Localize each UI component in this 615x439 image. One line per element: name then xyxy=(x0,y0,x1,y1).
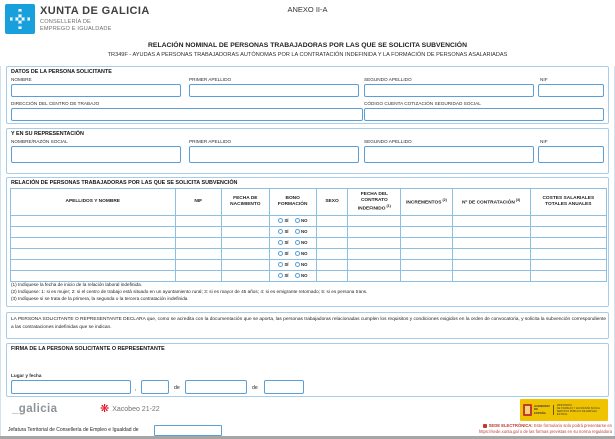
worker-cell[interactable] xyxy=(401,238,452,249)
footnote: (2) Indíquese: 1: si es mujer; 2: si el centro de trabajo está situado en un ayuntamiento rural; 3: si es mayor de 45 años; 4: si es emigrante retornado; 5: si es persona trans. xyxy=(11,288,368,294)
bono-formacion-cell xyxy=(269,227,316,238)
primer-apellido-label: PRIMER APELLIDO xyxy=(189,77,232,82)
rep-segundo-apellido-label: SEGUNDO APELLIDO xyxy=(364,139,412,144)
nombre-label: NOMBRE xyxy=(11,77,32,82)
worker-cell[interactable] xyxy=(348,227,401,238)
radio-label: SÍ xyxy=(284,218,289,223)
bono-formacion-si-radio[interactable] xyxy=(278,240,289,245)
nombre-input[interactable] xyxy=(11,84,181,97)
segundo-apellido-label: SEGUNDO APELLIDO xyxy=(364,77,412,82)
org-department-line2: EMPREGO E IGUALDADE xyxy=(40,26,112,33)
worker-cell[interactable] xyxy=(401,249,452,260)
worker-cell[interactable] xyxy=(530,227,606,238)
worker-cell[interactable] xyxy=(175,260,221,271)
rep-nif-input[interactable] xyxy=(538,146,604,163)
workers-table-body xyxy=(11,216,607,282)
sede-line2: https://sede.xunta.gal o de las formas previstas en su norma reguladora xyxy=(478,428,612,434)
bono-formacion-si-radio[interactable] xyxy=(278,229,289,234)
worker-cell[interactable] xyxy=(316,216,348,227)
worker-cell[interactable] xyxy=(348,271,401,282)
codigo-cuenta-label: CÓDIGO CUENTA COTIZACIÓN SEGURIDAD SOCIAL xyxy=(364,101,481,106)
rep-nif-label: NIF xyxy=(540,139,548,144)
ministry-line3: SERVICIO PÚBLICO DE EMPLEO ESTATAL xyxy=(556,410,598,417)
org-department xyxy=(40,19,112,34)
direccion-centro-input[interactable] xyxy=(11,108,363,121)
workers-table-header xyxy=(11,189,607,216)
worker-cell[interactable] xyxy=(401,271,452,282)
footnote: (3) Indíquese si se trata de la primera, la segunda o la tercera contratación indefinida xyxy=(11,295,188,301)
org-name: XUNTA DE GALICIA xyxy=(40,5,150,17)
radio-icon xyxy=(278,262,283,267)
worker-cell[interactable] xyxy=(401,227,452,238)
sede-icon xyxy=(483,424,487,428)
bono-formacion-cell xyxy=(269,249,316,260)
radio-label: SÍ xyxy=(284,240,289,245)
bono-formacion-cell xyxy=(269,271,316,282)
ministry-line2: DE TRABAJO Y ECONOMÍA SOCIAL xyxy=(556,406,601,410)
section-declaration xyxy=(6,312,609,339)
radio-icon xyxy=(278,273,283,278)
section-title: RELACIÓN DE PERSONAS TRABAJADORAS POR LAS QUE SE SOLICITA SUBVENCIÓN xyxy=(11,180,238,186)
bono-formacion-si-radio[interactable] xyxy=(278,262,289,267)
galicia-wordmark-text: galicia xyxy=(18,403,58,415)
month-input[interactable] xyxy=(185,380,247,394)
jefatura-input[interactable] xyxy=(154,425,222,436)
direccion-centro-label: DIRECCIÓN DEL CENTRO DE TRABAJO xyxy=(11,101,100,106)
sede-electronica-note xyxy=(452,423,612,434)
xacobeo-shell-icon: ❋ xyxy=(100,403,110,415)
page-edge-left xyxy=(0,66,1,436)
segundo-apellido-input[interactable] xyxy=(364,84,534,97)
de-word-1: de xyxy=(174,385,180,391)
footnotes xyxy=(11,282,605,302)
sede-bold-label: SEDE ELECTRÓNICA: xyxy=(488,423,533,428)
worker-cell[interactable] xyxy=(175,216,221,227)
ministry-label xyxy=(554,404,605,416)
worker-row xyxy=(11,227,607,238)
worker-cell[interactable] xyxy=(452,227,530,238)
radio-label: NO xyxy=(301,262,308,267)
comma-separator: , xyxy=(135,386,137,392)
bono-formacion-si-radio[interactable] xyxy=(278,273,289,278)
worker-cell[interactable] xyxy=(316,249,348,260)
bono-formacion-no-radio[interactable] xyxy=(295,218,308,223)
column-header: SEXO xyxy=(316,189,348,216)
section-representation xyxy=(6,128,609,174)
radio-label: NO xyxy=(301,229,308,234)
worker-cell[interactable] xyxy=(401,260,452,271)
worker-cell[interactable] xyxy=(221,238,269,249)
column-header: BONO FORMACIÓN xyxy=(269,189,316,216)
radio-label: NO xyxy=(301,218,308,223)
radio-icon xyxy=(278,251,283,256)
worker-cell[interactable] xyxy=(452,249,530,260)
radio-label: NO xyxy=(301,251,308,256)
worker-cell[interactable] xyxy=(11,216,176,227)
spain-coat-of-arms-icon xyxy=(523,404,532,416)
bono-formacion-cell xyxy=(269,238,316,249)
rep-primer-apellido-label: PRIMER APELLIDO xyxy=(189,139,232,144)
spain-gov-line1: GOBIERNO xyxy=(534,404,550,408)
ministry-line1: MINISTERIO xyxy=(556,403,572,407)
sede-line1-rest: Este formulario solo podrá presentarse en xyxy=(534,423,612,428)
worker-cell[interactable] xyxy=(530,260,606,271)
worker-cell[interactable] xyxy=(348,260,401,271)
primer-apellido-input[interactable] xyxy=(189,84,359,97)
spain-gov-line2: DE ESPAÑA xyxy=(534,407,546,415)
worker-cell[interactable] xyxy=(316,227,348,238)
worker-cell[interactable] xyxy=(348,238,401,249)
bono-formacion-si-radio[interactable] xyxy=(278,218,289,223)
worker-cell[interactable] xyxy=(530,238,606,249)
bono-formacion-cell xyxy=(269,216,316,227)
day-input[interactable] xyxy=(141,380,169,394)
jefatura-label: Jefatura Territorial de Consellería de Empleo e Igualdad de xyxy=(8,427,139,433)
bono-formacion-no-radio[interactable] xyxy=(295,240,308,245)
worker-cell[interactable] xyxy=(348,216,401,227)
workers-table xyxy=(10,188,607,282)
section-title: Y EN SU REPRESENTACIÓN xyxy=(11,131,84,137)
radio-label: SÍ xyxy=(284,262,289,267)
galicia-wordmark: _galicia xyxy=(12,403,58,415)
worker-cell[interactable] xyxy=(221,216,269,227)
radio-label: NO xyxy=(301,240,308,245)
column-header: APELLIDOS Y NOMBRE xyxy=(11,189,176,216)
worker-cell[interactable] xyxy=(530,271,606,282)
xacobeo-label: Xacobeo 21-22 xyxy=(112,406,160,413)
worker-row xyxy=(11,238,607,249)
de-word-2: de xyxy=(252,385,258,391)
rep-primer-apellido-input[interactable] xyxy=(189,146,359,163)
bono-formacion-no-radio[interactable] xyxy=(295,251,308,256)
worker-cell[interactable] xyxy=(221,260,269,271)
worker-cell[interactable] xyxy=(11,260,176,271)
worker-cell[interactable] xyxy=(175,249,221,260)
worker-cell[interactable] xyxy=(11,238,176,249)
worker-cell[interactable] xyxy=(11,271,176,282)
column-header: NIF xyxy=(175,189,221,216)
worker-row xyxy=(11,249,607,260)
org-department-line1: CONSELLERÍA DE xyxy=(40,19,91,25)
radio-icon xyxy=(295,229,300,234)
bono-formacion-si-radio[interactable] xyxy=(278,251,289,256)
worker-cell[interactable] xyxy=(175,238,221,249)
worker-cell[interactable] xyxy=(530,216,606,227)
declaration-text: LA PERSONA SOLICITANTE O REPRESENTANTE DECLARA que, como se acredita con la documentación que se aporta, las personas trabajadoras relacionadas cumplen los requisitos y condiciones exigidos en la orden de convocatoria, y solicita la subvención correspondiente a las contrataciones indefinidas que se indican. xyxy=(11,317,606,330)
column-header: INCREMENTOS $^{(2)}$ xyxy=(401,189,452,216)
section-workers-relation xyxy=(6,177,609,307)
worker-row xyxy=(11,260,607,271)
section-title: FIRMA DE LA PERSONA SOLICITANTE O REPRESENTANTE xyxy=(11,346,165,352)
radio-icon xyxy=(278,229,283,234)
worker-cell[interactable] xyxy=(11,227,176,238)
radio-label: SÍ xyxy=(284,273,289,278)
bono-formacion-no-radio[interactable] xyxy=(295,262,308,267)
radio-label: SÍ xyxy=(284,251,289,256)
column-header: Nº DE CONTRATACIÓN $^{(3)}$ xyxy=(452,189,530,216)
worker-row xyxy=(11,271,607,282)
worker-cell[interactable] xyxy=(221,249,269,260)
section-signature xyxy=(6,343,609,397)
bono-formacion-cell xyxy=(269,260,316,271)
worker-cell[interactable] xyxy=(530,249,606,260)
radio-icon xyxy=(295,251,300,256)
section-title: DATOS DE LA PERSONA SOLICITANTE xyxy=(11,69,112,75)
razon-social-label: NOMBRE/RAZÓN SOCIAL xyxy=(11,139,68,144)
razon-social-input[interactable] xyxy=(11,146,181,163)
place-date-label: Lugar y fecha xyxy=(11,373,42,378)
column-header: FECHA DE NACIMIENTO xyxy=(221,189,269,216)
worker-cell[interactable] xyxy=(11,249,176,260)
worker-cell[interactable] xyxy=(452,216,530,227)
worker-cell[interactable] xyxy=(316,260,348,271)
spain-gov-label xyxy=(534,405,554,415)
worker-cell[interactable] xyxy=(452,271,530,282)
worker-cell[interactable] xyxy=(316,271,348,282)
worker-cell[interactable] xyxy=(452,238,530,249)
worker-cell[interactable] xyxy=(175,271,221,282)
place-input[interactable] xyxy=(11,380,131,394)
footnote: (1) Indíquese la fecha de inicio de la relación laboral indefinida. xyxy=(11,282,143,287)
worker-cell[interactable] xyxy=(221,271,269,282)
radio-icon xyxy=(295,218,300,223)
worker-cell[interactable] xyxy=(348,249,401,260)
worker-cell[interactable] xyxy=(401,216,452,227)
column-header: FECHA DEL CONTRATO INDEFINIDO $^{(1)}$ xyxy=(348,189,401,216)
worker-cell[interactable] xyxy=(452,260,530,271)
form-title: RELACIÓN NOMINAL DE PERSONAS TRABAJADORAS POR LAS QUE SE SOLICITA SUBVENCIÓN xyxy=(148,42,467,49)
worker-cell[interactable] xyxy=(316,238,348,249)
radio-label: SÍ xyxy=(284,229,289,234)
bono-formacion-no-radio[interactable] xyxy=(295,273,308,278)
spain-government-banner xyxy=(520,399,608,421)
bono-formacion-no-radio[interactable] xyxy=(295,229,308,234)
worker-cell[interactable] xyxy=(175,227,221,238)
radio-icon xyxy=(278,218,283,223)
radio-icon xyxy=(278,240,283,245)
radio-icon xyxy=(295,262,300,267)
rep-segundo-apellido-input[interactable] xyxy=(364,146,534,163)
worker-row xyxy=(11,216,607,227)
nif-label: NIF xyxy=(540,77,548,82)
radio-icon xyxy=(295,273,300,278)
xacobeo-logo xyxy=(100,404,160,415)
year-input[interactable] xyxy=(264,380,304,394)
worker-cell[interactable] xyxy=(221,227,269,238)
radio-icon xyxy=(295,240,300,245)
radio-label: NO xyxy=(301,273,308,278)
nif-input[interactable] xyxy=(538,84,604,97)
form-subtitle: TR349F - AYUDAS A PERSONAS TRABAJADORAS AUTÓNOMAS POR LA CONTRATACIÓN INDEFINIDA Y LA FORMACIÓN DE PERSONAS ASALARIADAS xyxy=(107,52,508,58)
section-applicant-data xyxy=(6,66,609,124)
column-header: COSTES SALARIALES TOTALES ANUALES xyxy=(530,189,606,216)
annex-label: ANEXO II-A xyxy=(287,5,328,14)
codigo-cuenta-input[interactable] xyxy=(364,108,604,121)
